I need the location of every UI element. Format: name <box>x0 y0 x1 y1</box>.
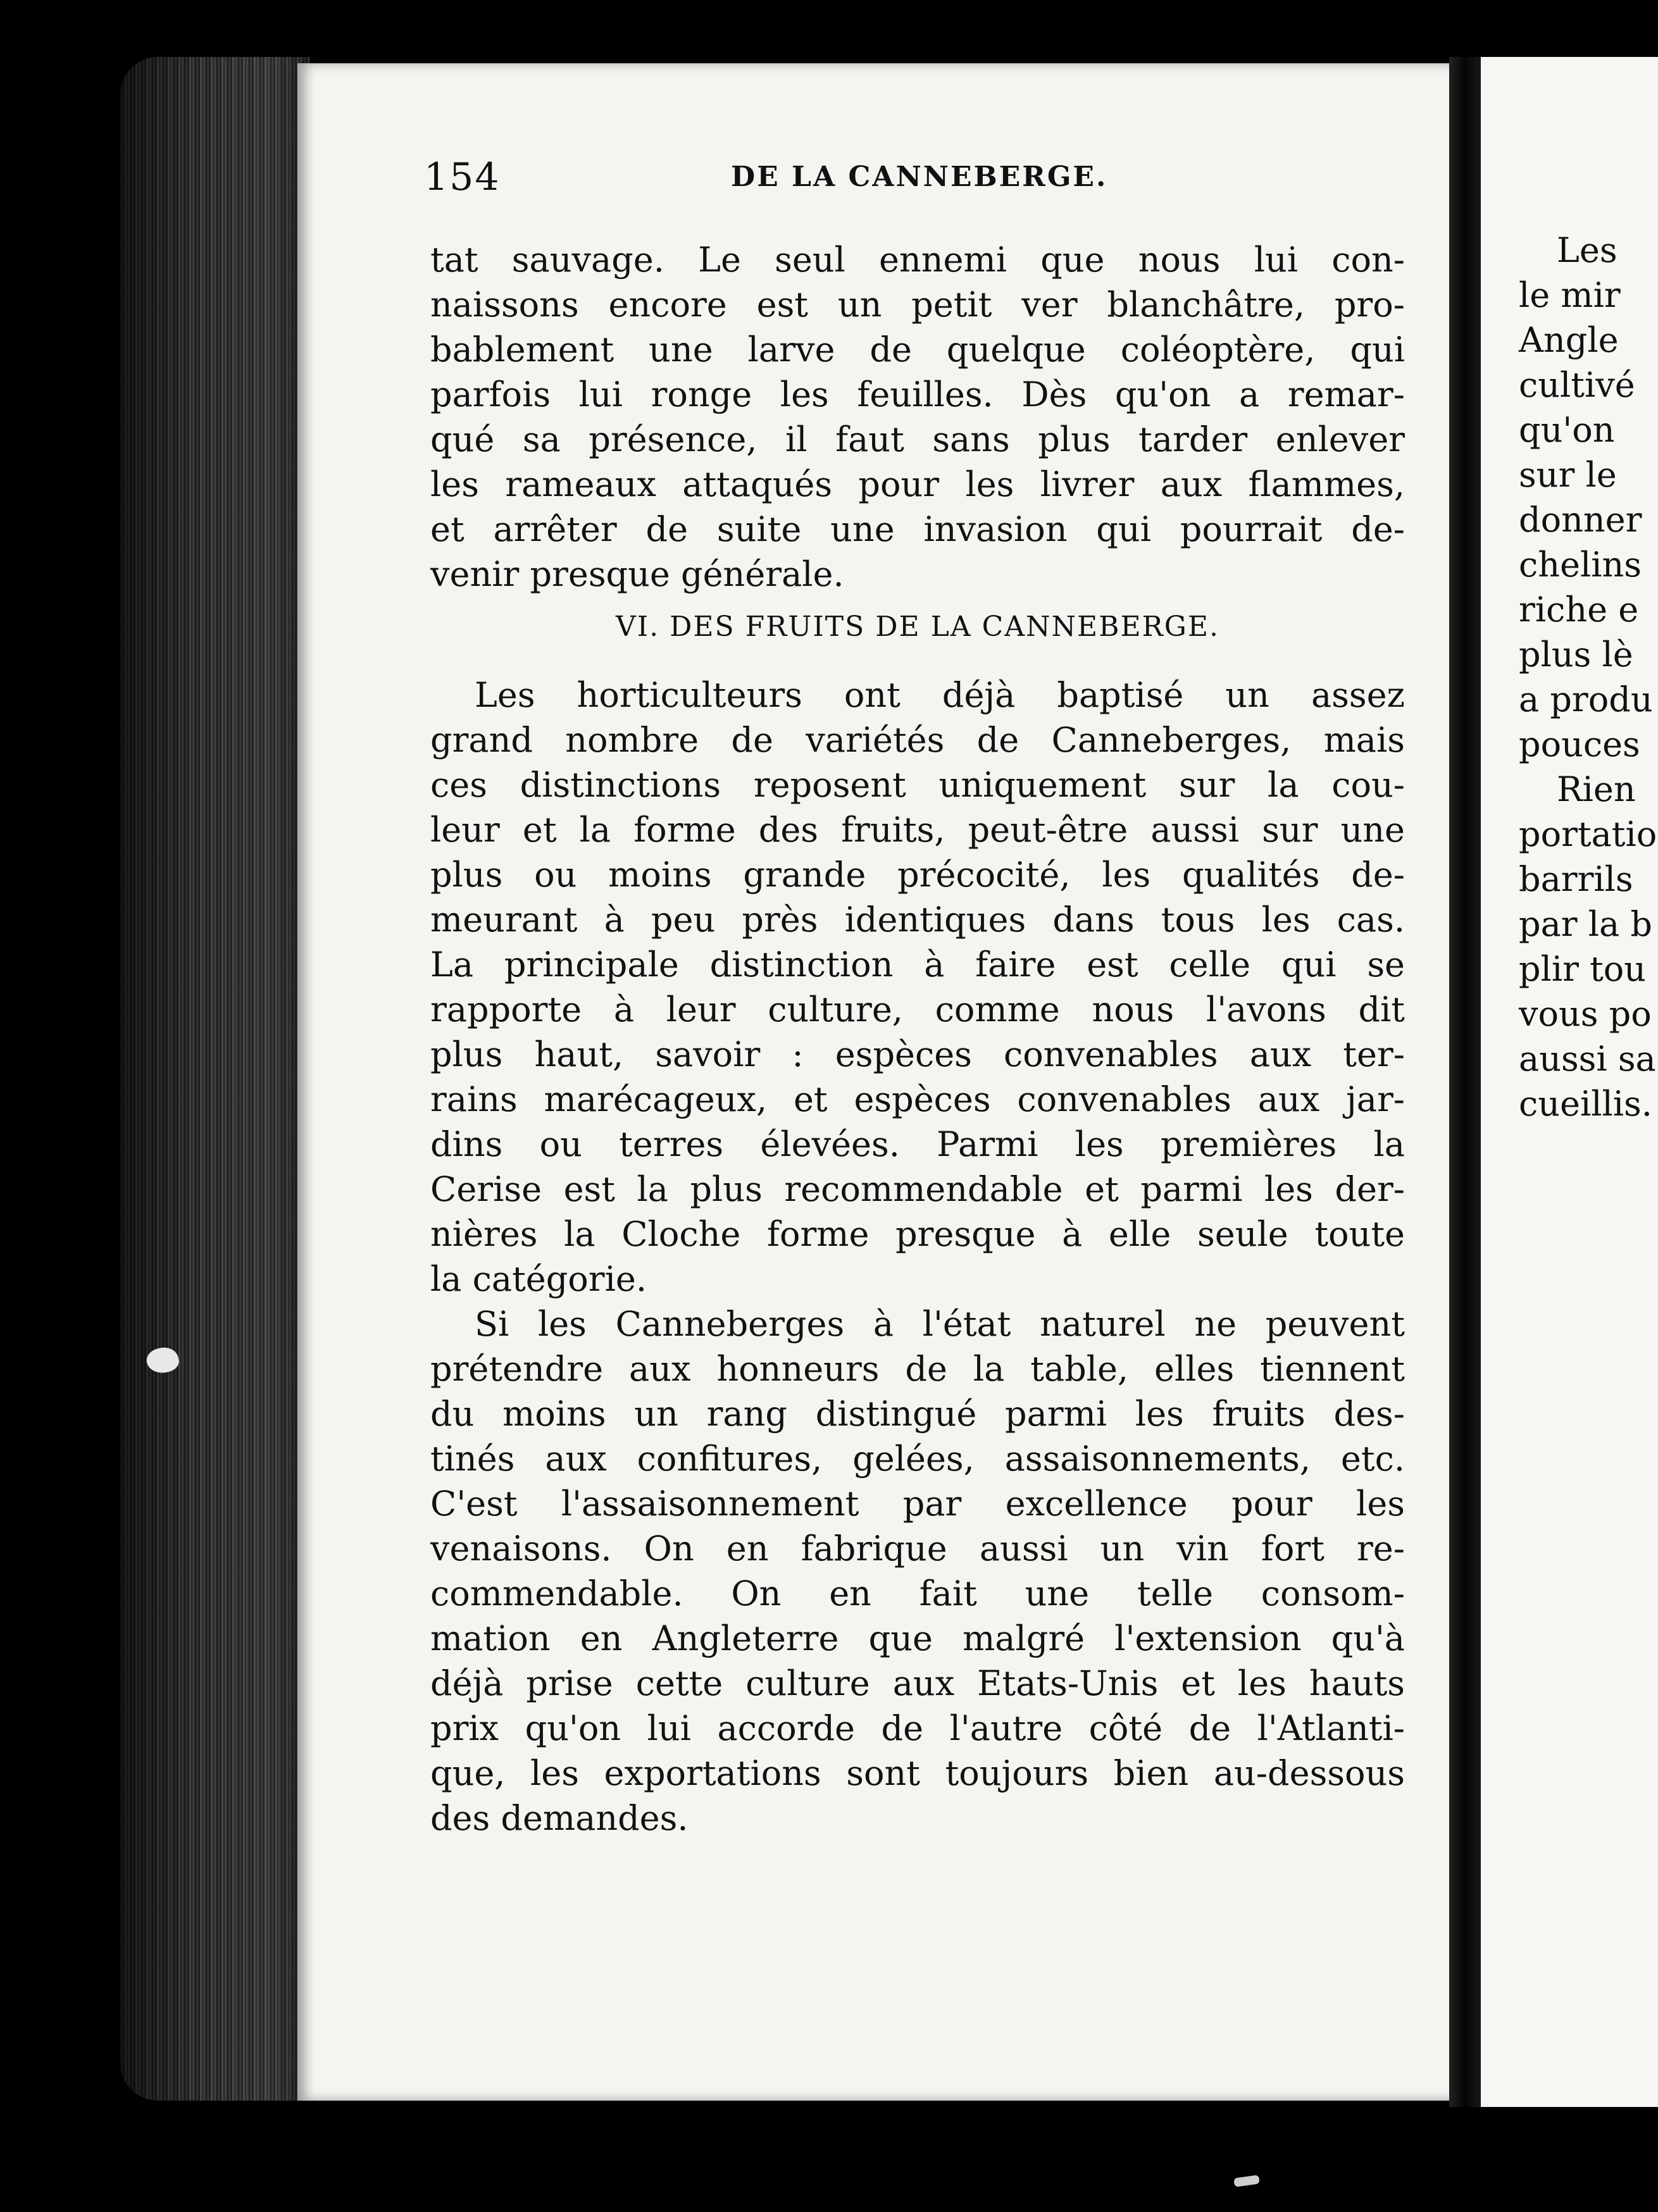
text-line: parfois lui ronge les feuilles. Dès qu'on a remar- <box>430 375 1405 414</box>
text-line: nières la Cloche forme presque à elle seule toute <box>430 1214 1405 1254</box>
text-line: cueillis. <box>1519 1084 1652 1124</box>
text-line: prétendre aux honneurs de la table, elles tiennent <box>430 1349 1405 1389</box>
text-line: riche e <box>1519 590 1639 630</box>
text-line: Les <box>1557 230 1617 270</box>
text-line: du moins un rang distingué parmi les fruits des- <box>430 1394 1405 1434</box>
text-line: Les horticulteurs ont déjà baptisé un assez <box>475 675 1405 715</box>
text-line: ces distinctions reposent uniquement sur la cou- <box>430 765 1405 805</box>
text-line: rapporte à leur culture, comme nous l'avons dit <box>430 990 1405 1029</box>
text-line: a produ <box>1519 680 1653 719</box>
book-gutter <box>1449 57 1481 2107</box>
text-line: plir tou <box>1519 949 1647 989</box>
text-line: vous po <box>1519 994 1652 1034</box>
text-line: bablement une larve de quelque coléoptère, qui <box>430 330 1405 370</box>
section-heading: VI. DES FRUITS DE LA CANNEBERGE. <box>615 611 1219 643</box>
text-line: tinés aux confitures, gelées, assaisonnements, etc. <box>430 1439 1405 1479</box>
text-line: barrils <box>1519 859 1633 899</box>
text-line: chelins <box>1519 545 1642 585</box>
text-line: sur le <box>1519 455 1617 495</box>
text-line: prix qu'on lui accorde de l'autre côté de l'Atlanti- <box>430 1708 1405 1748</box>
text-line: Si les Canneberges à l'état naturel ne peuvent <box>475 1304 1405 1344</box>
right-page-fragment <box>1481 57 1658 2107</box>
running-head <box>424 149 1411 206</box>
text-line: des demandes. <box>430 1798 689 1838</box>
text-line: pouces <box>1519 724 1640 764</box>
text-line: qué sa présence, il faut sans plus tarder enlever <box>430 419 1405 459</box>
text-line: le mir <box>1519 275 1621 315</box>
text-line: cultivé <box>1519 365 1635 405</box>
text-line: que, les exportations sont toujours bien au-dessous <box>430 1753 1405 1793</box>
text-line: Rien <box>1557 769 1636 809</box>
text-line: par la b <box>1519 904 1652 944</box>
text-line: grand nombre de variétés de Canneberges, mais <box>430 720 1405 760</box>
text-line: aussi sa <box>1519 1039 1656 1079</box>
text-line: qu'on <box>1519 410 1615 450</box>
text-line: la catégorie. <box>430 1259 647 1299</box>
text-line: et arrêter de suite une invasion qui pourrait de- <box>430 509 1405 549</box>
text-line: leur et la forme des fruits, peut-être aussi sur une <box>430 810 1405 850</box>
text-line: venir presque générale. <box>430 554 844 594</box>
text-line: plus lè <box>1519 635 1633 674</box>
running-title: DE LA CANNEBERGE. <box>731 161 1108 193</box>
text-line: La principale distinction à faire est celle qui se <box>430 945 1405 985</box>
text-line: dins ou terres élevées. Parmi les premières la <box>430 1124 1405 1164</box>
text-line: venaisons. On en fabrique aussi un vin fort re- <box>430 1529 1405 1569</box>
text-line: portatio <box>1519 814 1657 854</box>
body-text <box>430 237 1405 1841</box>
text-line: commendable. On en fait une telle consom- <box>430 1574 1405 1613</box>
text-line: meurant à peu près identiques dans tous les cas. <box>430 900 1405 940</box>
book-page-edge <box>120 57 310 2101</box>
text-line: plus ou moins grande précocité, les qualités de- <box>430 855 1405 895</box>
text-line: naissons encore est un petit ver blanchâtre, pro- <box>430 285 1405 325</box>
text-line: les rameaux attaqués pour les livrer aux flammes, <box>430 464 1405 504</box>
text-line: mation en Angleterre que malgré l'extension qu'à <box>430 1619 1405 1658</box>
text-line: plus haut, savoir : espèces convenables aux ter- <box>430 1035 1405 1074</box>
right-page-text <box>1519 228 1658 1126</box>
page-number: 154 <box>424 155 501 199</box>
text-line: tat sauvage. Le seul ennemi que nous lui con- <box>430 240 1405 280</box>
text-line: Angle <box>1519 320 1619 360</box>
text-line: Cerise est la plus recommendable et parmi les der- <box>430 1169 1405 1209</box>
text-line: rains marécageux, et espèces convenables aux jar- <box>430 1079 1405 1119</box>
text-line: donner <box>1519 500 1642 540</box>
scuff-mark <box>1233 2175 1260 2187</box>
text-line: déjà prise cette culture aux Etats-Unis et les hauts <box>430 1663 1405 1703</box>
text-line: C'est l'assaisonnement par excellence pour les <box>430 1484 1405 1524</box>
